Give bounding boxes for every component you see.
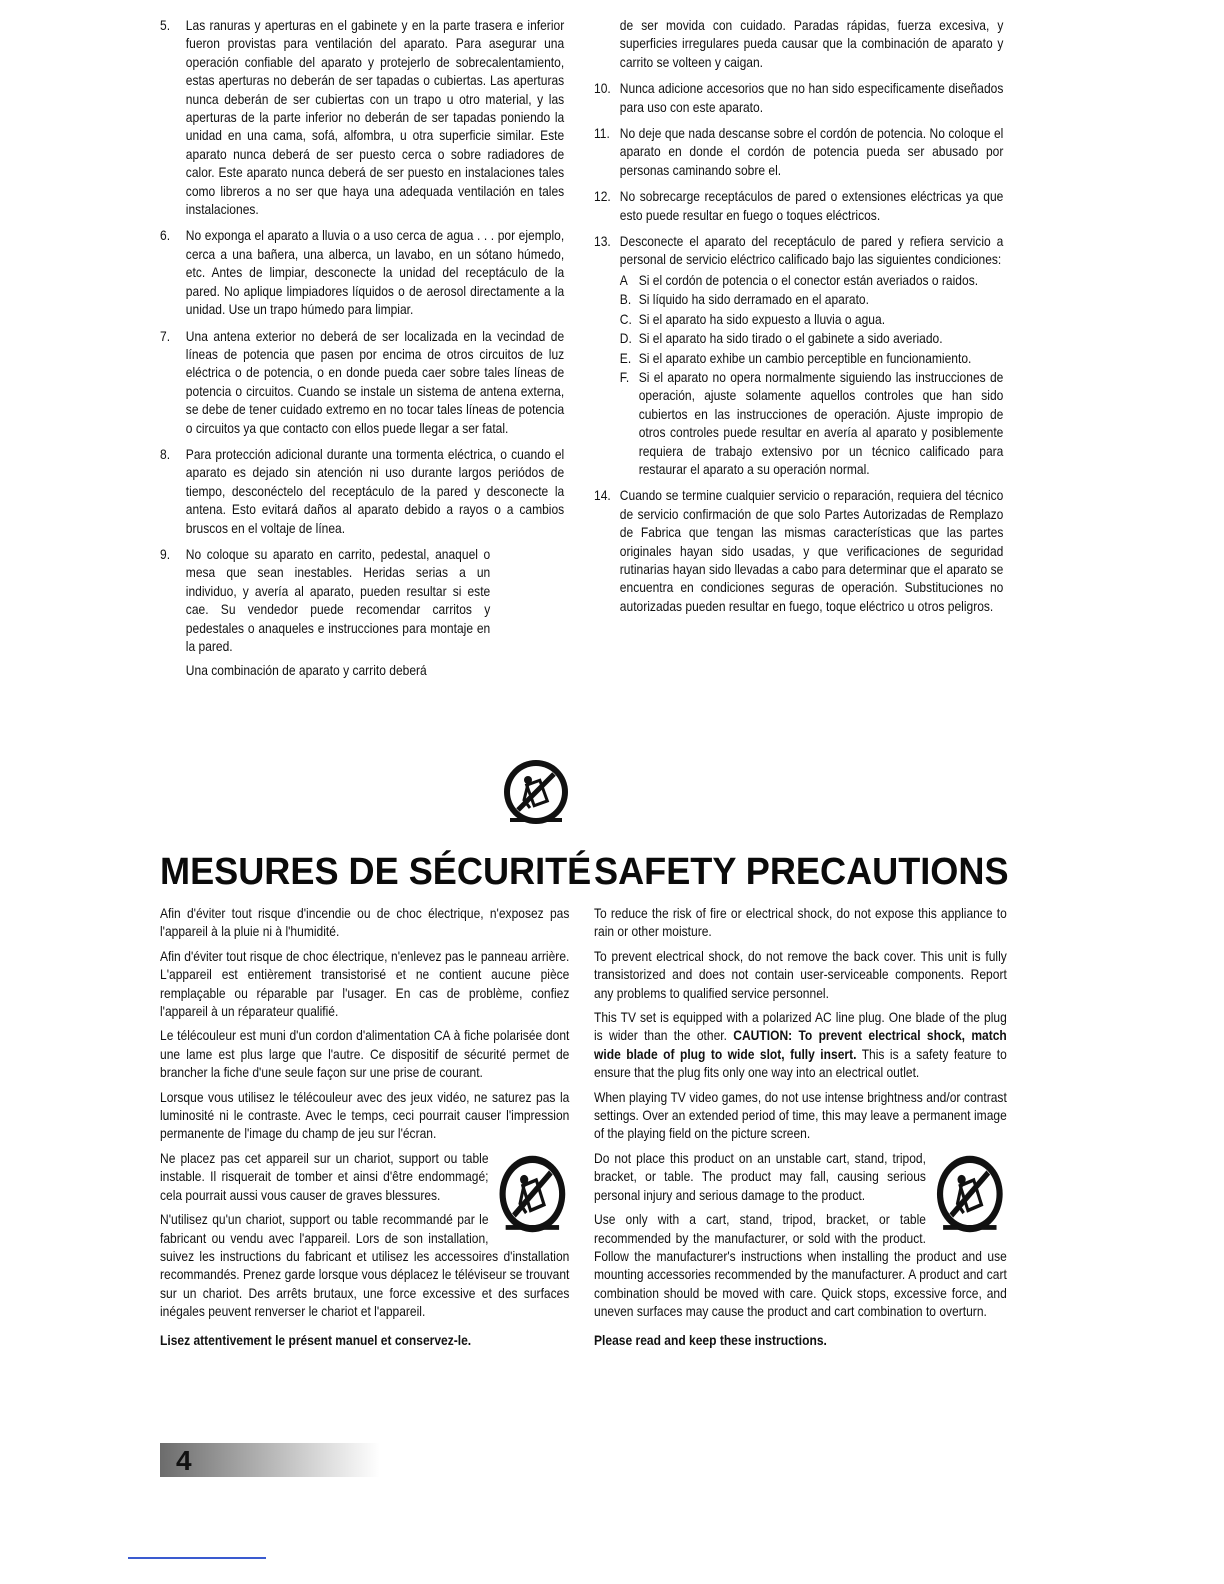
list-item: 10. Nunca adicione accesorios que no han sido especificamente diseñados para uso con este aparato. bbox=[594, 80, 1004, 115]
list-item: 14. Cuando se termine cualquier servicio o reparación, requiera del técnico de servicio confirmación de que solo Partes Autorizadas de Remplazo de Fabrica que tengan las mismas características que las partes originales hayan sido usadas, y que verificaciones de seguridad rutinarias hayan sido llevadas a cabo para determinar que el aparato se encuentra en condiciones seguras de operación. Substituciones no autorizadas pueden resultar en fuego, toque eléctrico u otros peligros. bbox=[594, 487, 1004, 614]
paragraph: Do not place this product on an unstable cart, stand, tripod, bracket, or table. The product may fall, causing serious personal injury and serious damage to the product. bbox=[594, 1149, 1007, 1204]
spanish-list-left bbox=[160, 16, 564, 680]
english-safety-section bbox=[594, 904, 1007, 1355]
list-item: F. Si el aparato no opera normalmente siguiendo las instrucciones de operación, ajuste solamente aquellos controles que han sido cubiertos en las instrucciones de operación. Ajuste impropio de otros controles puede resultar en avería al aparato y posiblemente requiera de trabajo extensivo por un técnico calificado para restaurar el aparato a su operación normal. bbox=[619, 368, 1004, 477]
paragraph: When playing TV video games, do not use intense brightness and/or contrast settings. Over an extended period of time, this may leave a permanent image of the playing field on the picture screen. bbox=[594, 1088, 1007, 1142]
list-item: de ser movida con cuidado. Paradas rápidas, fuerza excesiva, y superficies irregulares pueda causar que la combinación de aparato y carrito se volteen y caigan. bbox=[619, 17, 1004, 70]
paragraph: Lorsque vous utilisez le télécouleur avec des jeux vidéo, ne saturez pas la luminosité ni le contraste. Avec le temps, ceci pourrait causer l'impression permanente de l'image du champ de jeu sur l'écran. bbox=[160, 1088, 570, 1142]
divider bbox=[128, 1557, 266, 1559]
paragraph: To prevent electrical shock, do not remove the back cover. This unit is fully transistorized and does not contain user-serviceable components. Report any problems to qualified service personnel. bbox=[594, 947, 1007, 1001]
list-item: 6. No exponga el aparato a lluvia o a uso cerca de agua . . . por ejemplo, cerca a una bañera, una alberca, un lavabo, en un sótano húmedo, etc. Antes de limpiar, desconecte la unidad del receptáculo de la pared. No aplique limpiadores líquidos o de aerosol directamente a la unidad. Use un trapo húmedo para limpiar. bbox=[160, 227, 565, 318]
list-item: 13. Desconecte el aparato del receptáculo de pared y refiera servicio a personal de servicio eléctrico calificado bajo las siguientes condiciones: A Si el cordón de potencia o el conector están averiados o raidos. B. Si líquido ha sido derramado en el aparato. C. Si el aparato ha sido expuesto a lluvia o agua. D. Si el aparato ha sido tirado o el gabinete a sido averiado. E. Si el aparato exhibe un cambio perceptible en funcionamiento. F. Si el aparato no opera normalmente siguiendo las instrucciones de operación, ajuste solamente aquellos controles que han sido cubiertos en las instrucciones de operación. Ajuste impropio de otros controles puede resultar en avería al aparato y posiblemente requiera de trabajo extensivo por un técnico calificado para restaurar el aparato a su operación normal. bbox=[594, 233, 1004, 477]
list-item: 7. Una antena exterior no deberá de ser localizada en la vecindad de líneas de potencia que pasen por encima de otros circuitos de luz eléctrica o de potencia, o en donde pueda caer sobre tales líneas de potencia o circuitos. Cuando se instale un sistema de antena externa, se debe de tener cuidado extremo en no tocar tales líneas de potencia o circuitos ya que contacto con ellos puede llegar a ser fatal. bbox=[160, 327, 565, 436]
list-item: D. Si el aparato ha sido tirado o el gabinete a sido averiado. bbox=[619, 330, 943, 347]
condition-sublist bbox=[620, 271, 1004, 478]
paragraph: Use only with a cart, stand, tripod, bracket, or table recommended by the manufacturer, or sold with the product. Follow the manufacturer's instructions when installing the product and use mounting accessories recommended by the manufacturer. A product and cart combination should be moved with care. Quick stops, excessive force, and uneven surfaces may cause the product and cart combination to overturn. bbox=[594, 1211, 1007, 1320]
spanish-right-column bbox=[594, 16, 1003, 623]
spanish-left-column bbox=[160, 16, 564, 688]
french-section-title: MESURES DE SÉCURITÉ bbox=[160, 851, 592, 893]
paragraph: Afin d'éviter tout risque de choc électrique, n'enlevez pas le panneau arrière. L'appareil est entièrement transistorisé et ne contient aucune pièce remplaçable ou réparable par l'usager. En cas de problème, confiez l'appareil à un réparateur qualifié. bbox=[160, 947, 570, 1020]
list-item: 12. No sobrecarge receptáculos de pared o extensiones eléctricas ya que esto puede resultar en fuego o toques eléctricos. bbox=[594, 188, 1004, 223]
page-number-badge bbox=[160, 1443, 380, 1477]
cart-tipover-warning-icon bbox=[933, 1151, 1007, 1237]
caution-text: CAUTION: To prevent electrical shock, match wide blade of plug to wide slot, fully insert. bbox=[594, 1027, 1007, 1062]
paragraph: Ne placez pas cet appareil sur un chariot, support ou table instable. Il risquerait de tomber et ainsi d'être endommagé; cela pourrait aussi vous causer de graves blessures. bbox=[160, 1149, 569, 1204]
page-number: 4 bbox=[176, 1445, 192, 1476]
paragraph: To reduce the risk of fire or electrical shock, do not expose this appliance to rain or other moisture. bbox=[594, 905, 1007, 940]
cart-tipover-warning-icon bbox=[500, 756, 572, 828]
list-item: E. Si el aparato exhibe un cambio perceptible en funcionamiento. bbox=[619, 349, 972, 366]
french-safety-section bbox=[160, 904, 569, 1355]
english-section-title: SAFETY PRECAUTIONS bbox=[594, 851, 1009, 893]
paragraph: Afin d'éviter tout risque d'incendie ou de choc électrique, n'exposez pas l'appareil à la pluie ni à l'humidité. bbox=[160, 905, 570, 940]
list-item: 9. No coloque su aparato en carrito, pedestal, anaquel o mesa que sean inestables. Heridas serias a un individuo, y avería al aparato, pueden resultar si este cae. Su vendedor puede recomendar carritos y pedestales o anaqueles e instrucciones para montaje en la pared. Una combinación de aparato y carrito deberá bbox=[160, 545, 491, 679]
paragraph: Le télécouleur est muni d'un cordon d'alimentation CA à fiche polarisée dont une lame est plus large que l'autre. Ce dispositif de sécurité permet de brancher la fiche d'une seule façon sur une prise de courant. bbox=[160, 1027, 570, 1081]
list-item: B. Si líquido ha sido derramado en el aparato. bbox=[619, 291, 869, 308]
list-item: 11. No deje que nada descanse sobre el cordón de potencia. No coloque el aparato en donde el cordón de potencia pueda ser abusado por personas caminando sobre el. bbox=[594, 125, 1004, 178]
paragraph: N'utilisez qu'un chariot, support ou table recommandé par le fabricant ou vendu avec l'appareil. Lors de son installation, suivez les instructions du fabricant et utilisez les accessoires d'installation recommandés. Prenez garde lorsque vous déplacez le téléviseur se trouvant sur un chariot. Des arrêts brutaux, une force excessive et des surfaces inégales peuvent renverser le chariot et l'appareil. bbox=[160, 1211, 570, 1320]
closing-instruction: Please read and keep these instructions. bbox=[594, 1331, 827, 1348]
list-item: C. Si el aparato ha sido expuesto a lluvia o agua. bbox=[619, 310, 886, 327]
list-item: A Si el cordón de potencia o el conector están averiados o raidos. bbox=[619, 271, 979, 288]
list-item: 5. Las ranuras y aperturas en el gabinete y en la parte trasera e inferior fueron provistas para ventilación del aparato. Para asegurar una operación confiable del aparato y protejerlo de sobrecalentamiento, estas aperturas no deberán de ser tapadas o cubiertas. Las aperturas nunca deberán de ser cubiertas con un trapo u otro material, y las aperturas de la parte inferior no deberán de ser tapadas poniendo la unidad en una cama, sofá, alfombra, u otra superficie similar. Este aparato nunca deberá de ser puesto cerca o sobre radiadores de calor. Este aparato nunca deberá de ser puesto en instalaciones tales como libreros a no ser que haya una adequada ventilación en tales instalaciones. bbox=[160, 17, 565, 218]
paragraph: This TV set is equipped with a polarized AC line plug. One blade of the plug is wider than the other. CAUTION: To prevent electrical shock, match wide blade of plug to wide slot, fully insert. This is a safety feature to ensure that the plug fits only one way into an electrical outlet. bbox=[594, 1009, 1007, 1081]
spanish-list-right bbox=[594, 16, 1003, 615]
list-item: 8. Para protección adicional durante una tormenta eléctrica, o cuando el aparato es dejado sin atención ni uso durante largos periódos de tiempo, desconéctelo del receptáculo de la pared y desconecte la antena. Esto evitará daños al aparato debido a rayos o a cambios bruscos en el voltaje de línea. bbox=[160, 445, 565, 536]
closing-instruction: Lisez attentivement le présent manuel et conservez-le. bbox=[160, 1331, 472, 1348]
cart-tipover-warning-icon bbox=[495, 1151, 569, 1237]
